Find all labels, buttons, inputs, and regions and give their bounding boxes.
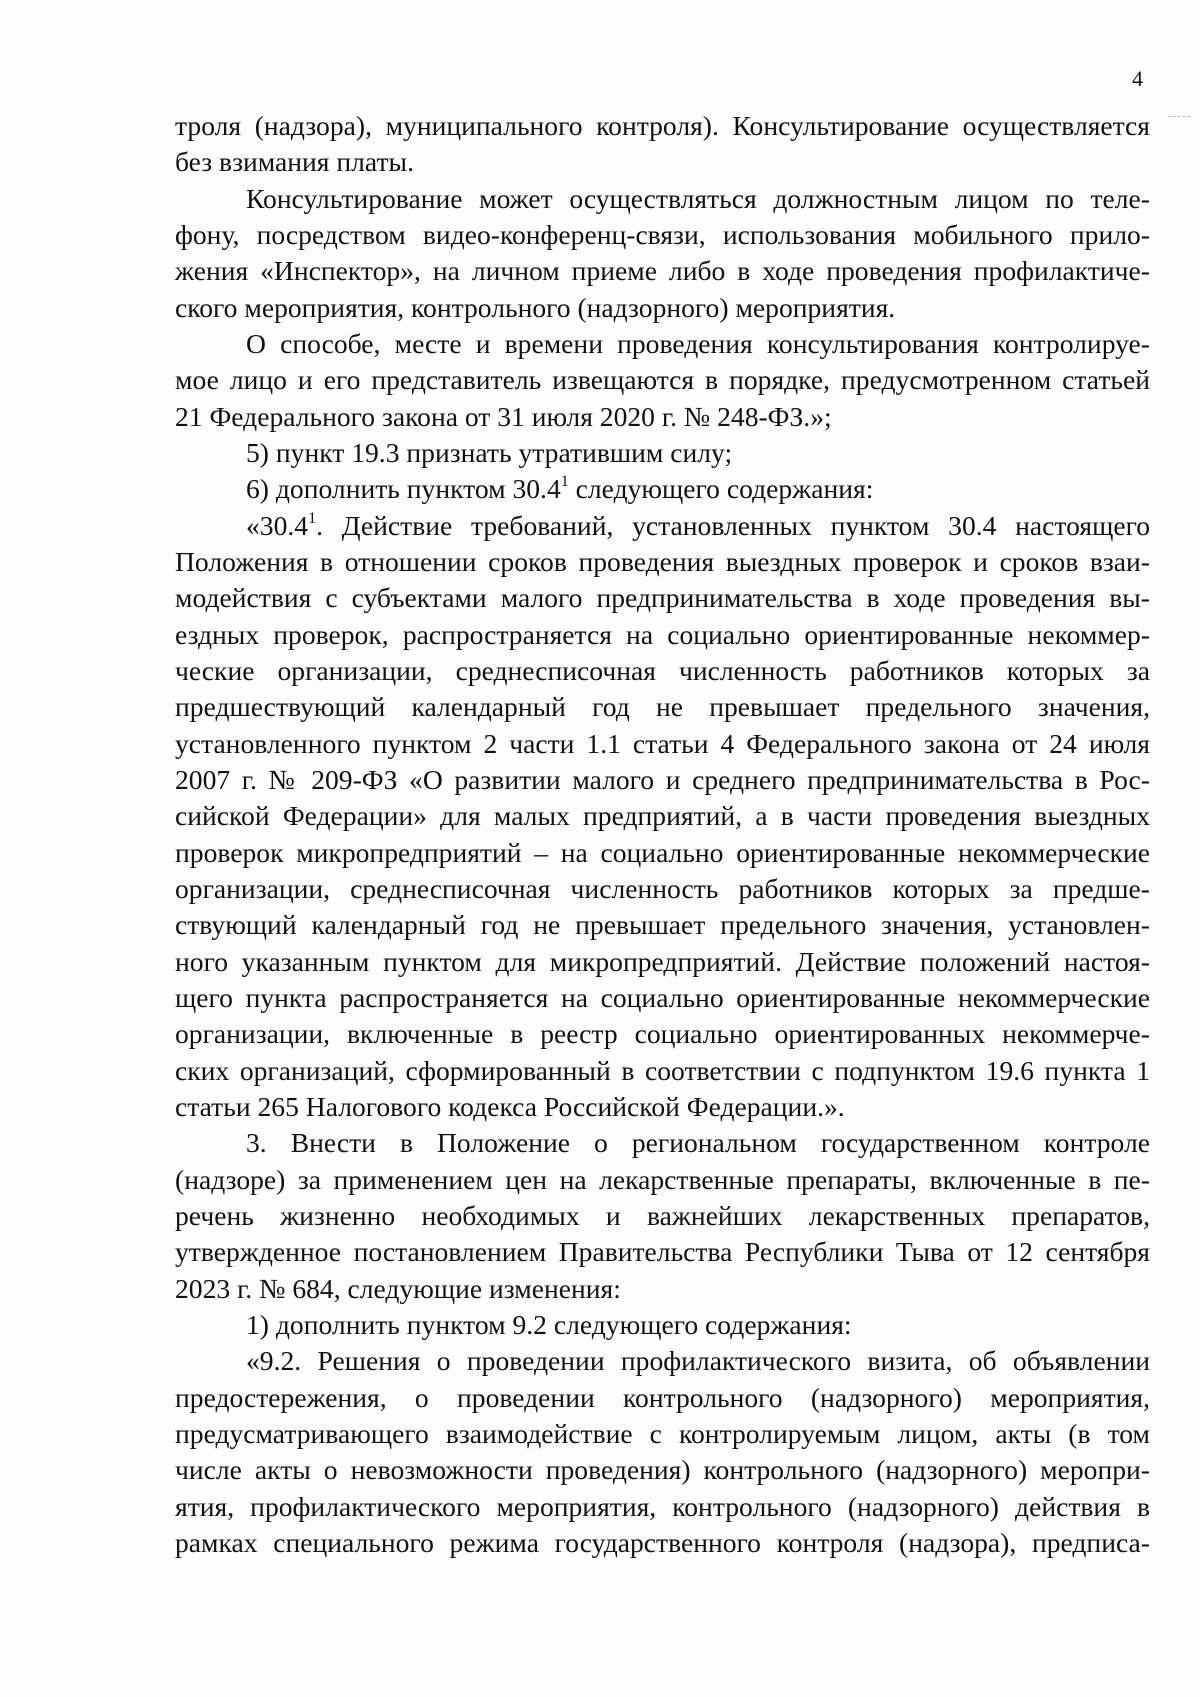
text-line xyxy=(175,872,1150,906)
text-line-main: ного указанным пунктом для микропредприятий. Действие положений настоя- xyxy=(175,945,1150,977)
page-number: 4 xyxy=(1132,66,1143,91)
text-line xyxy=(175,1017,1150,1051)
text-line-main: речень жизненно необходимых и важнейших лекарственных препаратов, xyxy=(175,1199,1150,1231)
text-line-main: утвержденное постановлением Правительства Республики Тыва от 12 сентября xyxy=(175,1236,1150,1268)
text-line xyxy=(175,1163,1150,1197)
text-line-main: 2007 г. № 209-ФЗ «О развитии малого и среднего предпринимательства в Рос- xyxy=(175,763,1150,795)
text-line xyxy=(246,436,1150,470)
text-line-main: ятия, профилактического мероприятия, контрольного (надзорного) действия в xyxy=(175,1490,1150,1522)
text-line xyxy=(246,509,1150,543)
text-line xyxy=(175,1490,1150,1524)
text-line xyxy=(175,291,1150,325)
text-line xyxy=(175,545,1150,579)
text-line xyxy=(175,363,1150,397)
text-line-main: установленного пунктом 2 части 1.1 статьи 4 Федерального закона от 24 июля xyxy=(175,727,1150,759)
text-line-main: ских организаций, сформированный в соответствии с подпунктом 19.6 пункта 1 xyxy=(175,1054,1150,1086)
text-line-main: сийской Федерации» для малых предприятий, а в части проведения выездных xyxy=(175,800,1150,832)
text-line-main: предусматривающего взаимодействие с контролируемым лицом, акты (в том xyxy=(175,1417,1150,1449)
text-line-main: предостережения, о проведении контрольного (надзорного) мероприятия, xyxy=(175,1381,1150,1413)
text-line-main: числе акты о невозможности проведения) контрольного (надзорного) меропри- xyxy=(175,1454,1150,1486)
text-line-main: предшествующий календарный год не превышает предельного значения, xyxy=(175,691,1150,723)
text-line xyxy=(175,581,1150,615)
text-line-continuation: . Действие требований, установленных пунктом 30.4 настоящего xyxy=(316,509,1150,541)
text-line-main: щего пункта распространяется на социально ориентированные некоммерческие xyxy=(175,981,1150,1013)
text-line xyxy=(175,1199,1150,1233)
text-line-main: «9.2. Решения о проведении профилактического визита, об объявлении xyxy=(246,1345,1150,1377)
text-line xyxy=(175,1235,1150,1269)
text-line-main: Положения в отношении сроков проведения выездных проверок и сроков взаи- xyxy=(175,546,1150,577)
text-line-main: 5) пункт 19.3 признать утратившим силу; xyxy=(246,437,733,468)
text-line xyxy=(246,182,1150,216)
text-line xyxy=(175,981,1150,1015)
text-line xyxy=(246,1344,1150,1378)
text-line xyxy=(246,472,1150,506)
text-line-main: статьи 265 Налогового кодекса Российской Федерации.». xyxy=(175,1090,845,1122)
text-line-main: 2023 г. № 684, следующие изменения: xyxy=(175,1272,621,1304)
text-line xyxy=(175,145,1150,179)
text-line xyxy=(175,1381,1150,1415)
text-line xyxy=(175,400,1150,434)
text-line-main: организации, включенные в реестр социально ориентированных некоммерче- xyxy=(175,1018,1150,1050)
text-line-main: ческие организации, среднесписочная численность работников которых за xyxy=(175,654,1150,686)
text-line xyxy=(175,654,1150,688)
text-line xyxy=(175,109,1150,143)
text-line-main: 1) дополнить пунктом 9.2 следующего содержания: xyxy=(246,1308,852,1340)
text-line xyxy=(175,618,1150,652)
text-line-main: рамках специального режима государственного контроля (надзора), предписа- xyxy=(175,1526,1150,1558)
text-line xyxy=(175,1417,1150,1451)
text-line-main: (надзоре) за применением цен на лекарственные препараты, включенные в пе- xyxy=(175,1163,1150,1195)
text-line xyxy=(175,836,1150,870)
text-line-main: Консультирование может осуществляться должностным лицом по теле- xyxy=(246,182,1150,214)
text-line-main: организации, среднесписочная численность работников которых за предше- xyxy=(175,872,1150,904)
text-line xyxy=(175,1526,1150,1560)
text-line-main: фону, посредством видео-конференц-связи, использования мобильного прило- xyxy=(175,219,1150,250)
superscript: 1 xyxy=(560,473,569,491)
text-line-main: троля (надзора), муниципального контроля). Консультирование осуществляется xyxy=(175,110,1150,141)
scan-artifact xyxy=(1168,116,1190,117)
text-line-main: жения «Инспектор», на личном приеме либо в ходе проведения профилактиче- xyxy=(175,255,1150,287)
text-line xyxy=(175,690,1150,724)
text-line-continuation: следующего содержания: xyxy=(568,473,874,505)
text-line xyxy=(175,1090,1150,1124)
text-line xyxy=(175,254,1150,288)
text-line xyxy=(175,908,1150,942)
text-line xyxy=(175,727,1150,761)
text-line xyxy=(246,1308,1150,1342)
text-line xyxy=(175,1453,1150,1487)
text-line xyxy=(175,763,1150,797)
text-line-main: 3. Внести в Положение о региональном государственном контроле xyxy=(246,1127,1150,1159)
text-line xyxy=(175,1054,1150,1088)
text-line xyxy=(175,945,1150,979)
text-line xyxy=(246,1126,1150,1160)
text-line-main: «30.4 xyxy=(246,509,309,541)
text-line-main: модействия с субъектами малого предпринимательства в ходе проведения вы- xyxy=(175,582,1150,614)
text-line xyxy=(175,799,1150,833)
text-line-main: ского мероприятия, контрольного (надзорного) мероприятия. xyxy=(175,291,896,323)
text-line-main: мое лицо и его представитель извещаются в порядке, предусмотренном статьей xyxy=(175,364,1150,396)
text-line-main: проверок микропредприятий – на социально ориентированные некоммерческие xyxy=(175,836,1150,868)
text-line-main: ствующий календарный год не превышает предельного значения, установлен- xyxy=(175,909,1150,941)
text-line-main: О способе, месте и времени проведения консультирования контролируе- xyxy=(246,328,1150,359)
text-line-main: 6) дополнить пунктом 30.4 xyxy=(246,473,561,505)
text-line-main: без взимания платы. xyxy=(175,146,414,178)
superscript: 1 xyxy=(308,509,317,527)
text-line xyxy=(175,1272,1150,1306)
text-line-main: 21 Федерального закона от 31 июля 2020 г. № 248-ФЗ.»; xyxy=(175,400,832,432)
text-line-main: ездных проверок, распространяется на социально ориентированные некоммер- xyxy=(175,618,1150,650)
text-line xyxy=(175,218,1150,252)
text-line xyxy=(246,327,1150,361)
